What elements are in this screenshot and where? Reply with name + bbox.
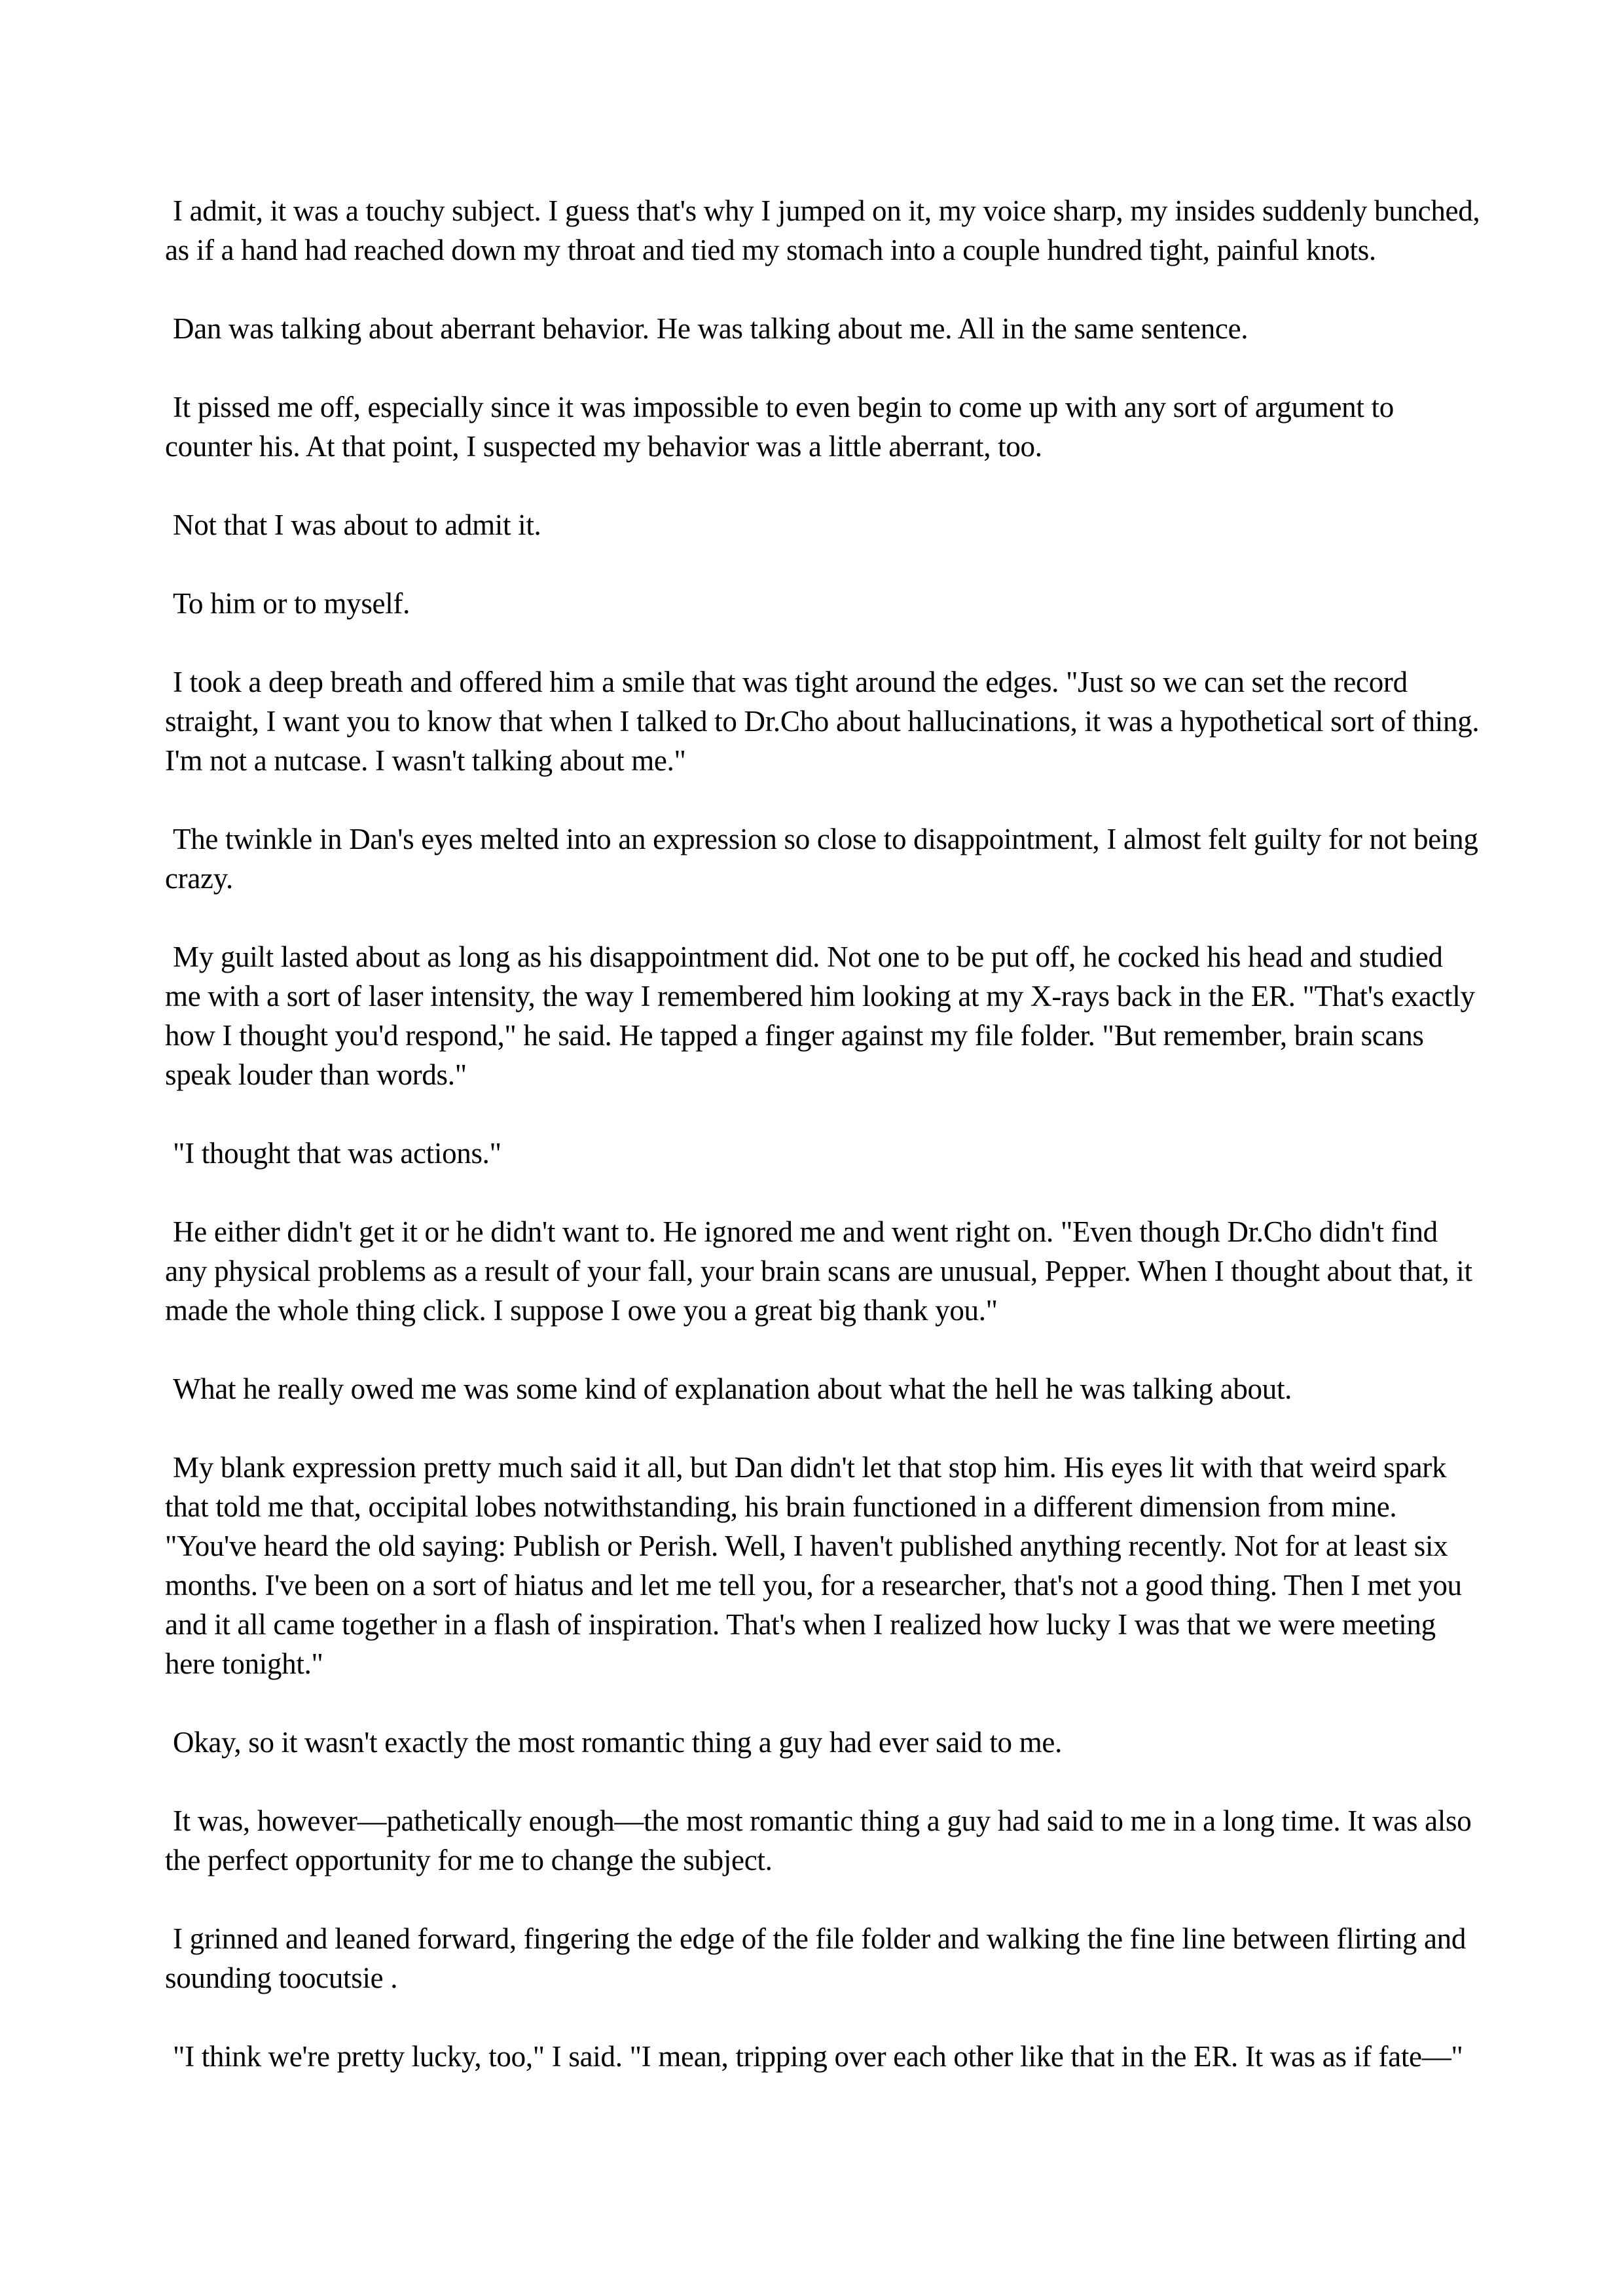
paragraph-3: It pissed me off, especially since it was impossible to even begin to come up with any sort of argument to counter his. At that point, I suspected my behavior was a little aberrant, too. [165, 391, 1394, 463]
paragraph-9: "I thought that was actions." [173, 1137, 501, 1170]
paragraph-5: To him or to myself. [173, 587, 410, 620]
paragraph-16: "I think we're pretty lucky, too," I said. "I mean, tripping over each other like that in the ER. It was as if fate—" [173, 2040, 1463, 2073]
paragraph-14: It was, however—pathetically enough—the most romantic thing a guy had said to me in a long time. It was also the perfect opportunity for me to change the subject. [165, 1804, 1472, 1876]
document-page [165, 191, 1481, 2115]
paragraph-8: My guilt lasted about as long as his disappointment did. Not one to be put off, he cocked his head and studied me with a sort of laser intensity, the way I remembered him looking at my X-rays back in the ER. "That's exactly how I thought you'd respond," he said. He tapped a finger against my file folder. "But remember, brain scans speak louder than words." [165, 941, 1475, 1091]
paragraph-11: What he really owed me was some kind of explanation about what the hell he was talking about. [173, 1372, 1292, 1405]
paragraph-12: My blank expression pretty much said it all, but Dan didn't let that stop him. His eyes lit with that weird spark that told me that, occipital lobes notwithstanding, his brain functioned in a different dimension from mine. "You've heard the old saying: Publish or Perish. Well, I haven't published anything recently. Not for at least six months. I've been on a sort of hiatus and let me tell you, for a researcher, that's not a good thing. Then I met you and it all came together in a flash of inspiration. That's when I realized how lucky I was that we were meeting here tonight." [165, 1451, 1462, 1680]
paragraph-1: I admit, it was a touchy subject. I guess that's why I jumped on it, my voice sharp, my insides suddenly bunched, as if a hand had reached down my throat and tied my stomach into a couple hundred tight, painful knots. [165, 194, 1480, 266]
paragraph-7: The twinkle in Dan's eyes melted into an expression so close to disappointment, I almost felt guilty for not being crazy. [165, 823, 1478, 895]
paragraph-6: I took a deep breath and offered him a smile that was tight around the edges. "Just so we can set the record straight, I want you to know that when I talked to Dr.Cho about hallucinations, it was a hypothetical sort of thing. I'm not a nutcase. I wasn't talking about me." [165, 666, 1480, 777]
paragraph-2: Dan was talking about aberrant behavior. He was talking about me. All in the same sentence. [173, 312, 1249, 345]
paragraph-13: Okay, so it wasn't exactly the most romantic thing a guy had ever said to me. [173, 1726, 1063, 1759]
paragraph-10: He either didn't get it or he didn't want to. He ignored me and went right on. "Even though Dr.Cho didn't find any physical problems as a result of your fall, your brain scans are unusual, Pepper. When I thought about that, it made the whole thing click. I suppose I owe you a great big thank you." [165, 1215, 1472, 1327]
paragraph-15: I grinned and leaned forward, fingering the edge of the file folder and walking the fine line between flirting and sounding toocutsie . [165, 1922, 1467, 1994]
paragraph-4: Not that I was about to admit it. [173, 509, 541, 541]
